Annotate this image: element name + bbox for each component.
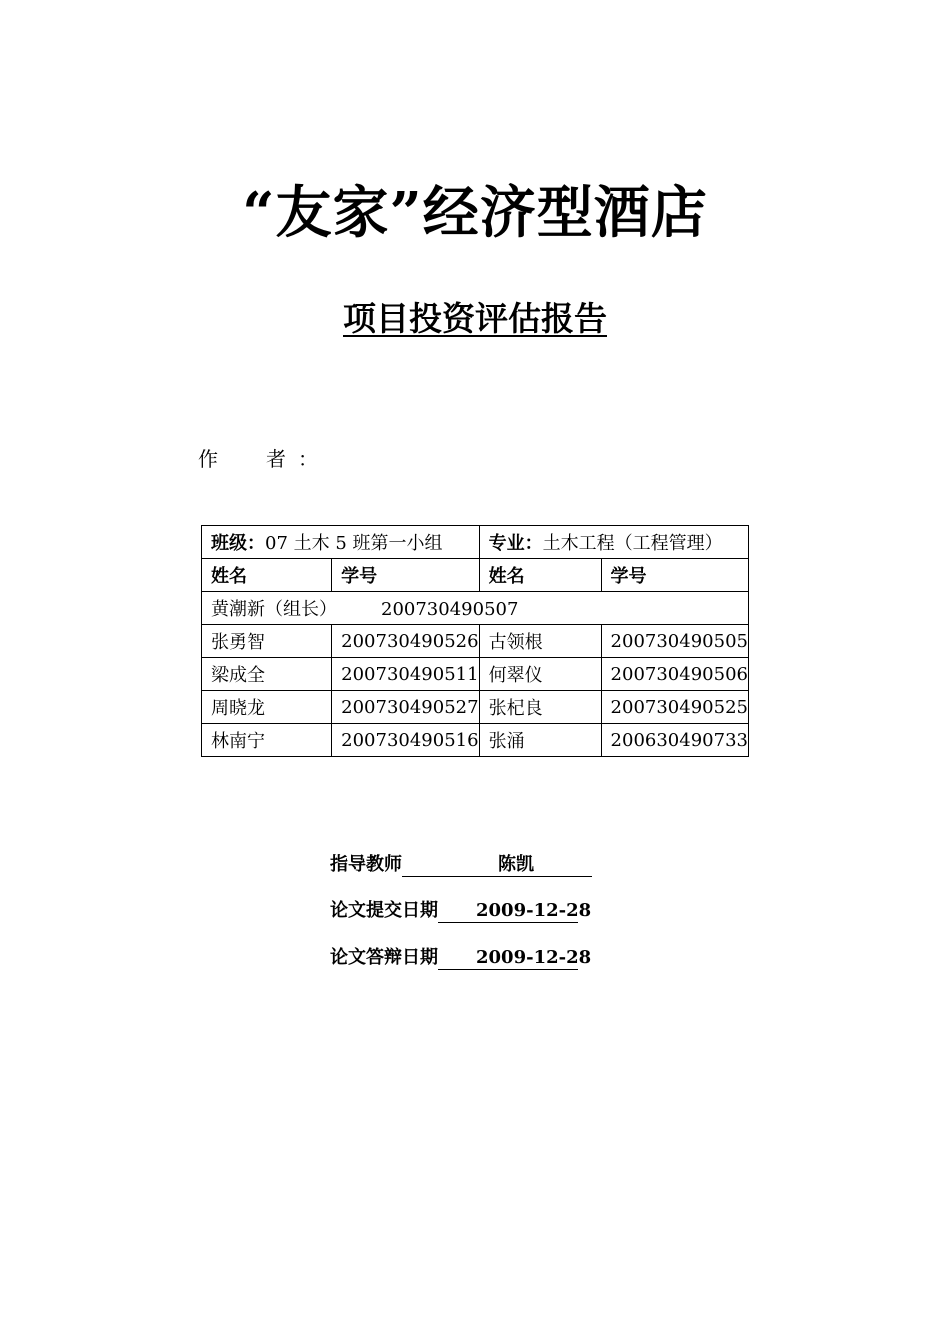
member-id: 200730490525 xyxy=(601,691,748,724)
member-id: 200730490526 xyxy=(332,625,479,658)
member-table xyxy=(201,525,749,757)
header-name-1: 姓名 xyxy=(202,559,332,592)
member-name: 古领根 xyxy=(479,625,601,658)
advisor-value: 陈凯 xyxy=(402,854,592,877)
defense-date-label: 论文答辩日期 xyxy=(330,947,438,968)
leader-id: 200730490507 xyxy=(381,599,519,620)
header-name-2: 姓名 xyxy=(479,559,601,592)
table-row xyxy=(202,658,749,691)
member-id: 200730490505 xyxy=(601,625,748,658)
header-row xyxy=(202,559,749,592)
submit-date-label: 论文提交日期 xyxy=(330,900,438,921)
member-id: 200630490733 xyxy=(601,724,748,757)
member-id: 200730490506 xyxy=(601,658,748,691)
submit-date-value: 2009-12-28 xyxy=(438,900,578,923)
table-row xyxy=(202,625,749,658)
submit-date-line xyxy=(330,899,592,923)
class-cell xyxy=(202,526,480,559)
header-id-1: 学号 xyxy=(332,559,479,592)
member-name: 周晓龙 xyxy=(202,691,332,724)
defense-date-line xyxy=(330,946,592,970)
document-subtitle xyxy=(0,296,950,342)
major-value: 土木工程（工程管理） xyxy=(542,533,723,554)
subtitle-text: 项目投资评估报告 xyxy=(343,299,607,338)
info-row xyxy=(202,526,749,559)
table-row xyxy=(202,691,749,724)
document-title: “友家”经济型酒店 xyxy=(242,180,708,246)
header-id-2: 学号 xyxy=(601,559,748,592)
advisor-label: 指导教师 xyxy=(330,854,402,875)
author-colon: ： xyxy=(298,447,318,471)
member-name: 梁成全 xyxy=(202,658,332,691)
member-name: 张杞良 xyxy=(479,691,601,724)
member-id: 200730490516 xyxy=(332,724,479,757)
major-label: 专业： xyxy=(488,533,543,554)
member-id: 200730490511 xyxy=(332,658,479,691)
author-char-2: 者 xyxy=(266,447,286,471)
leader-cell xyxy=(202,592,749,625)
author-char-1: 作 xyxy=(198,447,218,471)
member-id: 200730490527 xyxy=(332,691,479,724)
advisor-line xyxy=(330,853,592,877)
table-row xyxy=(202,724,749,757)
leader-name: 黄潮新（组长） xyxy=(211,599,337,620)
member-name: 张勇智 xyxy=(202,625,332,658)
leader-row xyxy=(202,592,749,625)
member-name: 林南宁 xyxy=(202,724,332,757)
defense-date-value: 2009-12-28 xyxy=(438,947,578,970)
author-label xyxy=(198,444,318,474)
class-value: 07 土木 5 班第一小组 xyxy=(265,533,443,554)
class-label: 班级： xyxy=(211,533,265,554)
member-name: 何翠仪 xyxy=(479,658,601,691)
major-cell xyxy=(479,526,748,559)
member-name: 张涌 xyxy=(479,724,601,757)
